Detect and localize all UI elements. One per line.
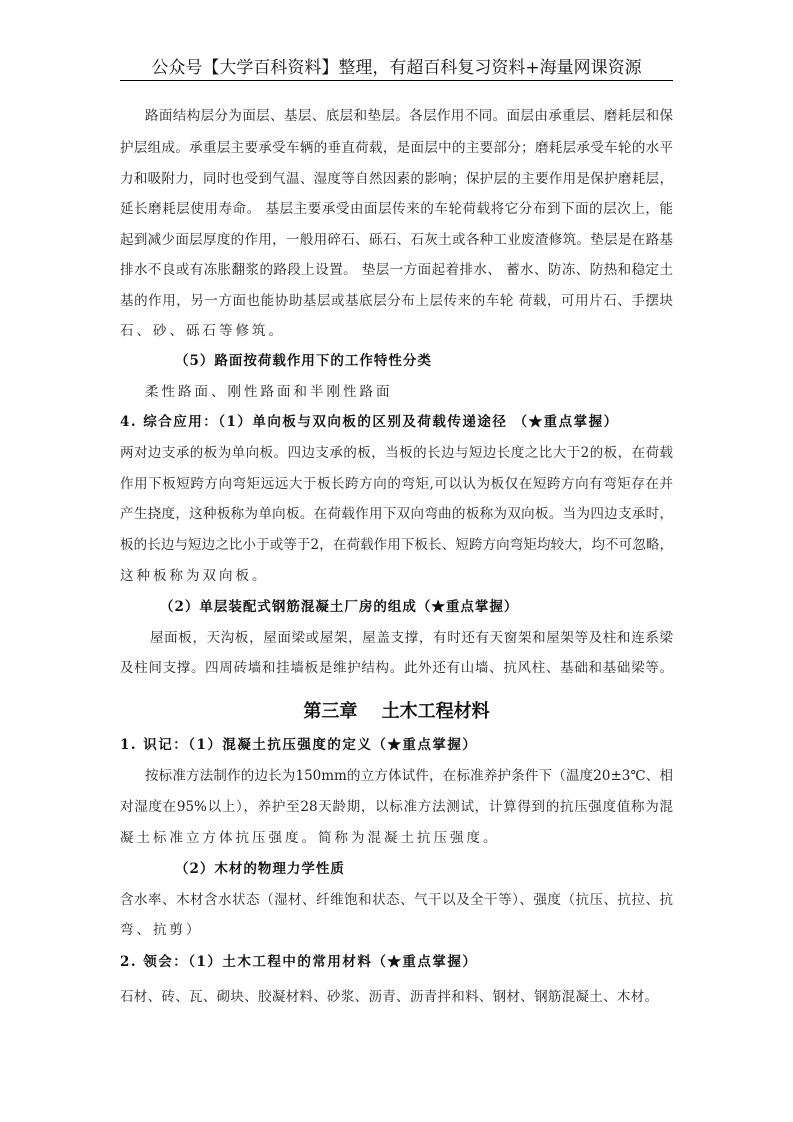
paragraph-line: 石、砂、砾石等修筑。 xyxy=(120,323,285,339)
paragraph-line: 及柱间支撑。四周砖墙和挂墙板是维护结构。此外还有山墙、抗风柱、基础和基础梁等。 xyxy=(120,660,673,676)
paragraph-line: 弯、抗剪） xyxy=(120,922,203,938)
paragraph-line: 起到减少面层厚度的作用，一般用碎石、砾石、石灰土或各种工业废渣修筑。垫层是在路基 xyxy=(120,232,673,248)
paragraph-line: 这种板称为双向板。 xyxy=(120,568,269,584)
paragraph-line: 力和吸附力，同时也受到气温、湿度等自然因素的影响；保护层的主要作用是保护磨耗层， xyxy=(120,171,673,187)
paragraph-line: 排水不良或有冻胀翻浆的路段上设置。 垫层一方面起着排水、 蓄水、防冻、防热和稳定土 xyxy=(120,262,673,278)
section-heading: 2. 领会：（1）土木工程中的常用材料（★重点掌握） xyxy=(120,954,478,970)
section-heading: （5）路面按荷载作用下的工作特性分类 xyxy=(175,353,432,369)
page-header: 公众号【大学百科资料】整理，有超百科复习资料+海量网课资源 xyxy=(151,58,642,78)
paragraph-line: 基的作用，另一方面也能协助基层或基底层分布上层传来的车轮 荷载，可用片石、手摆块 xyxy=(120,293,673,309)
paragraph-line: 护层组成。承重层主要承受车辆的垂直荷载，是面层中的主要部分；磨耗层承受车轮的水平 xyxy=(120,140,673,156)
paragraph-line: 按标准方法制作的边长为150mm的立方体试件，在标准养护条件下（温度20±3℃、相 xyxy=(145,768,673,784)
chapter-title: 第三章 土木工程材料 xyxy=(303,701,490,722)
paragraph-line: 对湿度在95%以上），养护至28天龄期，以标准方法测试，计算得到的抗压强度值称为混 xyxy=(120,799,673,815)
paragraph-line: 产生挠度，这种板称为单向板。在荷载作用下双向弯曲的板称为双向板。当为四边支承时， xyxy=(120,506,673,522)
paragraph-line: 路面结构层分为面层、基层、底层和垫层。各层作用不同。面层由承重层、磨耗层和保 xyxy=(145,108,673,124)
section-heading: （2）单层装配式钢筋混凝土厂房的组成（★重点掌握） xyxy=(160,599,519,615)
header-rule xyxy=(120,80,673,81)
paragraph-line: 作用下板短跨方向弯矩远远大于板长跨方向的弯矩,可以认为板仅在短跨方向有弯矩存在并 xyxy=(120,476,673,492)
paragraph-line: 凝土标准立方体抗压强度。简称为混凝土抗压强度。 xyxy=(120,830,500,846)
paragraph-line: 含水率、木材含水状态（湿材、纤维饱和状态、气干以及全干等）、强度（抗压、抗拉、抗 xyxy=(120,892,673,908)
paragraph-line: 屋面板，天沟板，屋面梁或屋架，屋盖支撑，有时还有天窗架和屋架等及柱和连系梁 xyxy=(150,630,673,646)
paragraph-line: 石材、砖、瓦、砌块、胶凝材料、砂浆、沥青、沥青拌和料、钢材、钢筋混凝土、木材。 xyxy=(120,989,658,1005)
section-heading: 1. 识记：（1）混凝土抗压强度的定义（★重点掌握） xyxy=(120,737,478,753)
paragraph-line: 两对边支承的板为单向板。四边支承的板，当板的长边与短边长度之比大于2的板，在荷载 xyxy=(120,445,673,461)
paragraph-line: 板的长边与短边之比小于或等于2，在荷载作用下板长、短跨方向弯矩均较大，均不可忽略， xyxy=(120,537,673,553)
paragraph-line: 柔性路面、刚性路面和半刚性路面 xyxy=(145,384,393,400)
section-heading: 4. 综合应用：（1）单向板与双向板的区别及荷载传递途径 （★重点掌握） xyxy=(120,414,619,430)
section-heading: （2）木材的物理力学性质 xyxy=(175,861,345,877)
paragraph-line: 延长磨耗层使用寿命。 基层主要承受由面层传来的车轮荷载将它分布到下面的层次上，能 xyxy=(120,201,673,217)
